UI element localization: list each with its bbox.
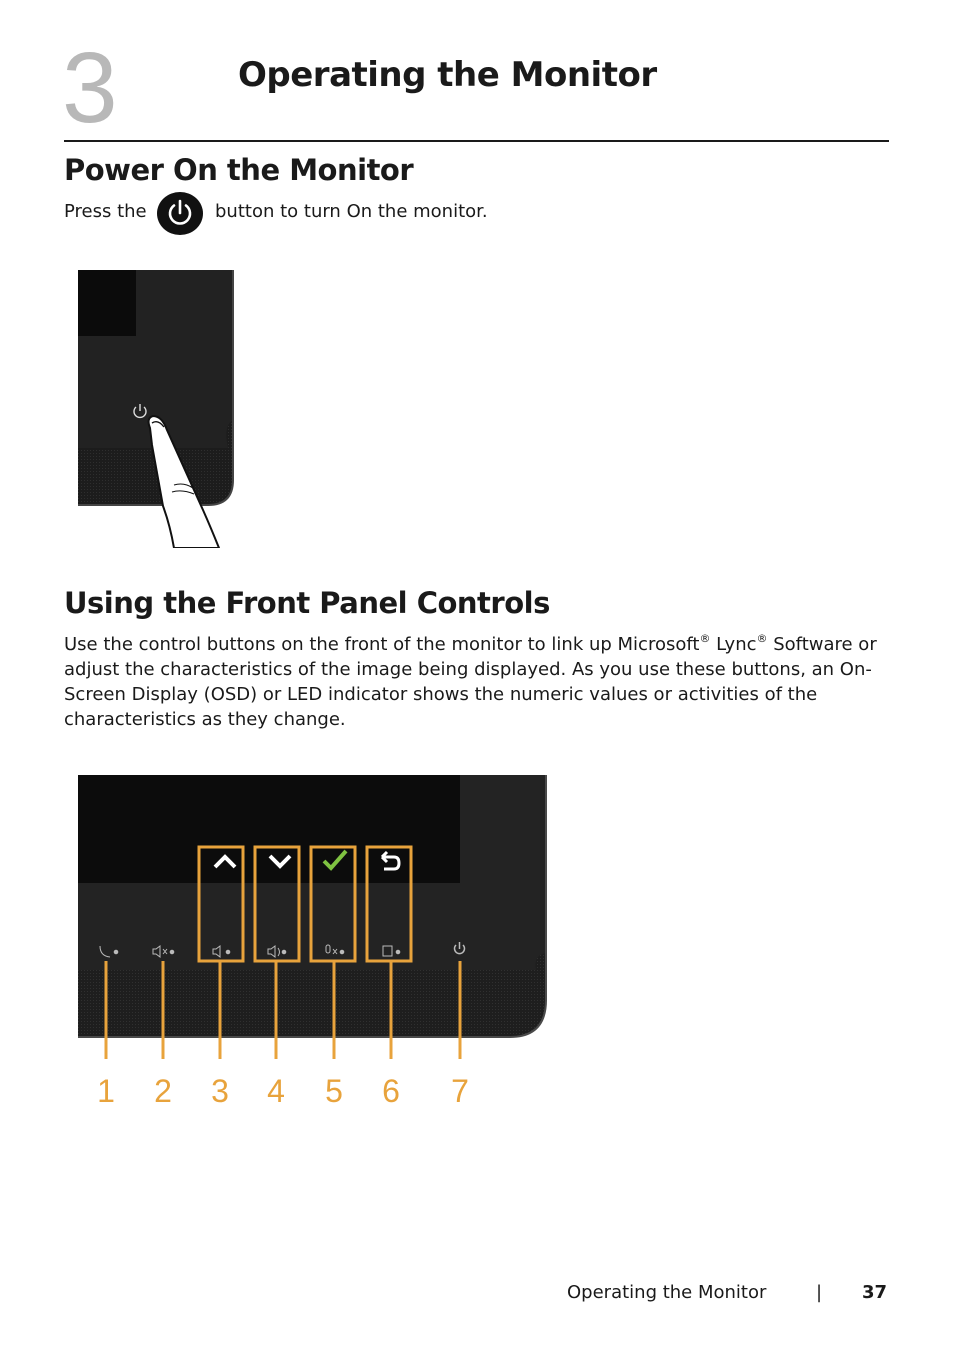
button-number-label: 5 — [325, 1073, 343, 1109]
paragraph-text-3: Software or adjust the characteristics of the image being displayed. As you use these buttons, an On-Screen Display (OSD) or LED indicator shows the numeric values or activities of the characteristics as they change. — [64, 634, 877, 730]
button-number-label: 4 — [267, 1073, 285, 1109]
paragraph-text-1: Use the control buttons on the front of the monitor to link up Microsoft — [64, 634, 700, 655]
footer-title: Operating the Monitor — [567, 1282, 767, 1303]
press-text: Press the — [64, 201, 147, 222]
front-panel-paragraph — [64, 632, 894, 732]
front-panel-diagram — [78, 775, 550, 1115]
press-text-after: button to turn On the monitor. — [215, 201, 488, 222]
page-number: 37 — [862, 1282, 888, 1303]
power-icon — [157, 192, 203, 235]
footer-separator: | — [816, 1282, 823, 1303]
button-number-label: 3 — [211, 1073, 229, 1109]
title-rule — [64, 140, 889, 142]
button-number-label: 2 — [154, 1073, 172, 1109]
chapter-number: 3 — [62, 32, 118, 144]
chapter-title: Operating the Monitor — [238, 55, 657, 95]
button-number-label: 7 — [451, 1073, 469, 1109]
paragraph-text-2: Lync — [710, 634, 757, 655]
power-button-photo — [78, 270, 238, 548]
power-section-heading: Power On the Monitor — [64, 153, 414, 187]
button-number-label: 6 — [382, 1073, 400, 1109]
button-number-label: 1 — [97, 1073, 115, 1109]
front-panel-heading: Using the Front Panel Controls — [64, 586, 550, 620]
registered-mark: ® — [699, 632, 711, 645]
registered-mark: ® — [756, 632, 768, 645]
